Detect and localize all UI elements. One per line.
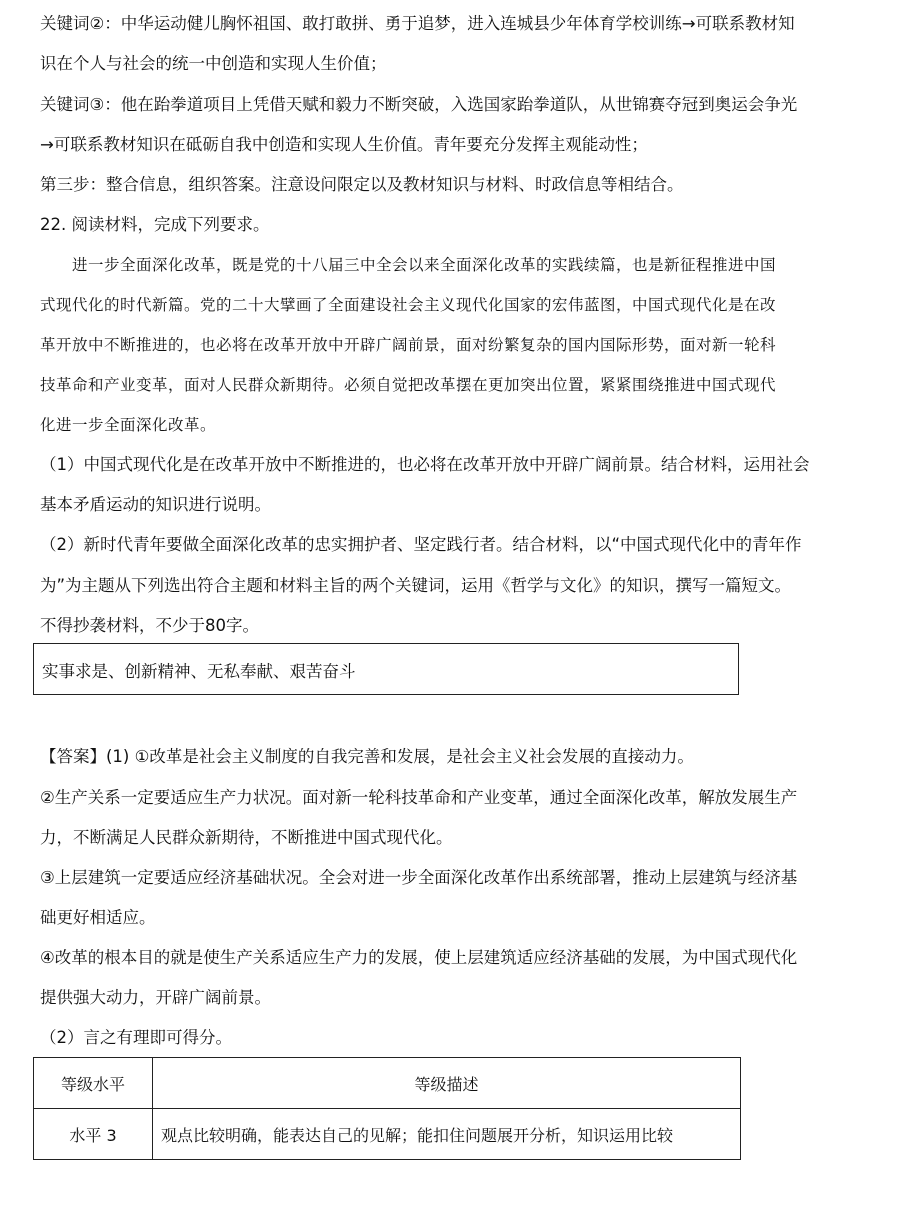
keywords-box	[33, 643, 739, 695]
table-header-cell: 等级描述	[153, 1058, 741, 1109]
question-line: （2）新时代青年要做全面深化改革的忠实拥护者、坚定践行者。结合材料，以“中国式现代化中的青年作	[40, 535, 802, 554]
grade-table	[33, 1057, 741, 1160]
question-line: 基本矛盾运动的知识进行说明。	[40, 495, 271, 514]
text-line: 第三步：整合信息，组织答案。注意设问限定以及教材知识与材料、时政信息等相结合。	[40, 175, 684, 194]
table-cell-description: 观点比较明确，能表达自己的见解；能扣住问题展开分析，知识运用比较	[153, 1109, 741, 1160]
answer-line: ②生产关系一定要适应生产力状况。面对新一轮科技革命和产业变革，通过全面深化改革，解放发展生产	[40, 788, 798, 807]
material-line: 革开放中不断推进的，也必将在改革开放中开辟广阔前景，面对纷繁复杂的国内国际形势，面对新一轮科	[40, 336, 777, 354]
question-title: 22. 阅读材料，完成下列要求。	[40, 215, 270, 234]
table-row	[34, 1109, 741, 1160]
keywords-text: 实事求是、创新精神、无私奉献、艰苦奋斗	[42, 662, 356, 681]
table-header-row	[34, 1058, 741, 1109]
answer-line: 提供强大动力，开辟广阔前景。	[40, 988, 271, 1007]
table-cell-level: 水平 3	[34, 1109, 153, 1160]
text-line: →可联系教材知识在砥砺自我中创造和实现人生价值。青年要充分发挥主观能动性；	[40, 135, 648, 154]
material-line: 式现代化的时代新篇。党的二十大擘画了全面建设社会主义现代化国家的宏伟蓝图，中国式现代化是在改	[40, 296, 777, 314]
answer-line: 力，不断满足人民群众新期待，不断推进中国式现代化。	[40, 828, 453, 847]
question-line: 为”为主题从下列选出符合主题和材料主旨的两个关键词，运用《哲学与文化》的知识，撰写一篇短文。	[40, 576, 792, 595]
text-line: 关键词③：他在跆拳道项目上凭借天赋和毅力不断突破，入选国家跆拳道队，从世锦赛夺冠到奥运会争光	[40, 95, 798, 114]
material-line: 技革命和产业变革，面对人民群众新期待。必须自觉把改革摆在更加突出位置，紧紧围绕推进中国式现代	[40, 376, 777, 394]
text-line: 识在个人与社会的统一中创造和实现人生价值；	[40, 54, 387, 73]
answer-line: （2）言之有理即可得分。	[40, 1028, 232, 1047]
answer-line: 【答案】(1) ①改革是社会主义制度的自我完善和发展，是社会主义社会发展的直接动力。	[40, 747, 694, 766]
answer-line: 础更好相适应。	[40, 908, 156, 927]
table-header-cell: 等级水平	[34, 1058, 153, 1109]
answer-line: ④改革的根本目的就是使生产关系适应生产力的发展，使上层建筑适应经济基础的发展，为中国式现代化	[40, 948, 798, 967]
question-line: 不得抄袭材料，不少于80字。	[40, 616, 259, 635]
text-line: 关键词②：中华运动健儿胸怀祖国、敢打敢拼、勇于追梦，进入连城县少年体育学校训练→可联系教材知	[40, 14, 795, 33]
material-line: 化进一步全面深化改革。	[40, 416, 217, 434]
material-line: 进一步全面深化改革，既是党的十八届三中全会以来全面深化改革的实践续篇，也是新征程推进中国	[72, 256, 777, 274]
answer-line: ③上层建筑一定要适应经济基础状况。全会对进一步全面深化改革作出系统部署，推动上层建筑与经济基	[40, 868, 798, 887]
question-line: （1）中国式现代化是在改革开放中不断推进的，也必将在改革开放中开辟广阔前景。结合材料，运用社会	[40, 455, 810, 474]
